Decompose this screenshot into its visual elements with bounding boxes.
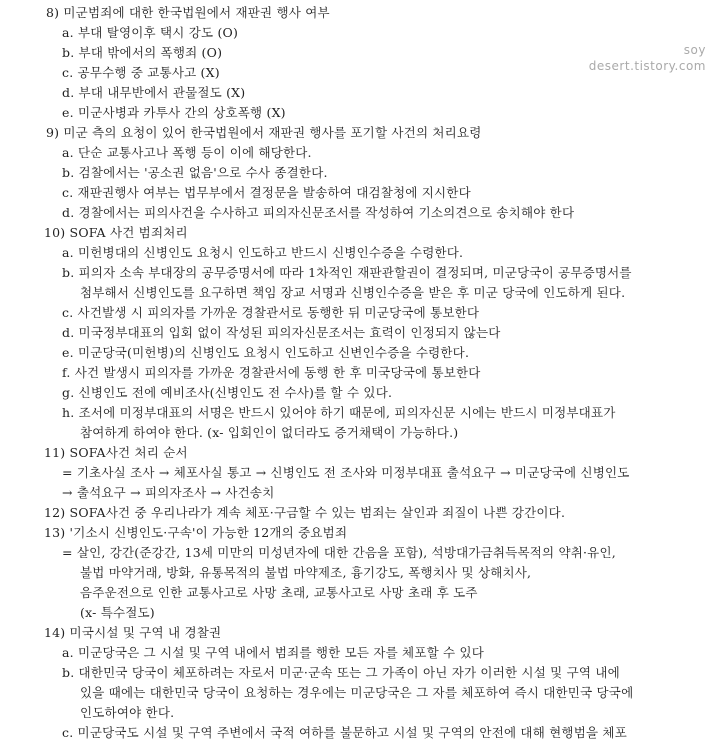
list-item: e. 미군당국(미헌병)의 신병인도 요청시 인도하고 신변인수증을 수령한다. — [62, 345, 470, 360]
list-item: c. 사건발생 시 피의자를 가까운 경찰관서로 동행한 뒤 미군당국에 통보한다 — [62, 305, 480, 320]
list-item: g. 신병인도 전에 예비조사(신병인도 전 수사)를 할 수 있다. — [62, 385, 393, 400]
watermark — [589, 42, 706, 74]
watermark-line-2: desert.tistory.com — [588, 59, 706, 73]
list-item-continuation: 참여하게 하여야 한다. (x- 입회인이 없더라도 증거채택이 가능하다.) — [80, 425, 459, 440]
section-heading: 12) SOFA사건 중 우리나라가 계속 체포·구금할 수 있는 범죄는 살인과 죄질이 나쁜 강간이다. — [44, 505, 566, 520]
list-item-continuation: (x- 특수절도) — [80, 605, 155, 620]
section-heading: 14) 미국시설 및 구역 내 경찰권 — [44, 625, 222, 640]
list-item: d. 미국정부대표의 입회 없이 작성된 피의자신문조서는 효력이 인정되지 않는다 — [62, 325, 501, 340]
list-item: e. 미군사병과 카투사 간의 상호폭행 (X) — [62, 105, 286, 120]
section-heading: 11) SOFA사건 처리 순서 — [44, 445, 188, 460]
list-item-continuation: 인도하여야 한다. — [80, 705, 175, 720]
section-heading: 8) 미군범죄에 대한 한국법원에서 재판권 행사 여부 — [46, 5, 330, 20]
list-item-continuation: 불법 마약거래, 방화, 유통목적의 불법 마약제조, 흉기강도, 폭행치사 및 상해치사, — [80, 565, 532, 580]
list-item-continuation: 첨부해서 신병인도를 요구하면 책임 장교 서명과 신병인수증을 받은 후 미군 당국에 인도하게 된다. — [80, 285, 626, 300]
watermark-line-1: soy — [683, 43, 706, 57]
list-item: a. 부대 탈영이후 택시 강도 (O) — [62, 25, 239, 40]
list-item: b. 부대 밖에서의 폭행죄 (O) — [62, 45, 223, 60]
list-item: c. 공무수행 중 교통사고 (X) — [62, 65, 220, 80]
list-item: d. 경찰에서는 피의사건을 수사하고 피의자신문조서를 작성하여 기소의견으로 송치해야 한다 — [62, 205, 575, 220]
list-item: b. 대한민국 당국이 체포하려는 자로서 미군·군속 또는 그 가족이 아닌 자가 이러한 시설 및 구역 내에 — [62, 665, 620, 680]
list-item: c. 미군당국도 시설 및 구역 주변에서 국적 여하를 불문하고 시설 및 구역의 안전에 대해 현행범을 체포 — [62, 725, 627, 740]
list-item-continuation: 음주운전으로 인한 교통사고로 사망 초래, 교통사고로 사망 초래 후 도주 — [80, 585, 478, 600]
section-heading: 10) SOFA 사건 범죄처리 — [44, 225, 188, 240]
list-item: c. 재판권행사 여부는 법무부에서 결정문을 발송하여 대검찰청에 지시한다 — [62, 185, 471, 200]
list-item: h. 조서에 미정부대표의 서명은 반드시 있어야 하기 때문에, 피의자신문 시에는 반드시 미정부대표가 — [62, 405, 616, 420]
list-item: = 살인, 강간(준강간, 13세 미만의 미성년자에 대한 간음을 포함), 석방대가금취득목적의 약취·유인, — [62, 545, 616, 560]
list-item: a. 미헌병대의 신병인도 요청시 인도하고 반드시 신병인수증을 수령한다. — [62, 245, 464, 260]
list-item: = 기초사실 조사 → 체포사실 통고 → 신병인도 전 조사와 미정부대표 출석요구 → 미군당국에 신병인도 — [62, 465, 630, 480]
list-item: a. 단순 교통사고나 폭행 등이 이에 해당한다. — [62, 145, 312, 160]
list-item-continuation: → 출석요구 → 피의자조사 → 사건송치 — [62, 485, 275, 500]
list-item-continuation: 있을 때에는 대한민국 당국이 요청하는 경우에는 미군당국은 그 자를 체포하여 즉시 대한민국 당국에 — [80, 685, 634, 700]
section-heading: 13) '기소시 신병인도·구속'이 가능한 12개의 중요범죄 — [44, 525, 348, 540]
list-item: b. 검찰에서는 '공소권 없음'으로 수사 종결한다. — [62, 165, 328, 180]
list-item: b. 피의자 소속 부대장의 공무증명서에 따라 1차적인 재판관할권이 결정되며, 미군당국이 공무증명서를 — [62, 265, 632, 280]
list-item: a. 미군당국은 그 시설 및 구역 내에서 범죄를 행한 모든 자를 체포할 수 있다 — [62, 645, 485, 660]
section-heading: 9) 미군 측의 요청이 있어 한국법원에서 재판권 행사를 포기할 사건의 처리요령 — [46, 125, 482, 140]
list-item: f. 사건 발생시 피의자를 가까운 경찰관서에 동행 한 후 미국당국에 통보한다 — [62, 365, 481, 380]
list-item: d. 부대 내무반에서 관물절도 (X) — [62, 85, 246, 100]
